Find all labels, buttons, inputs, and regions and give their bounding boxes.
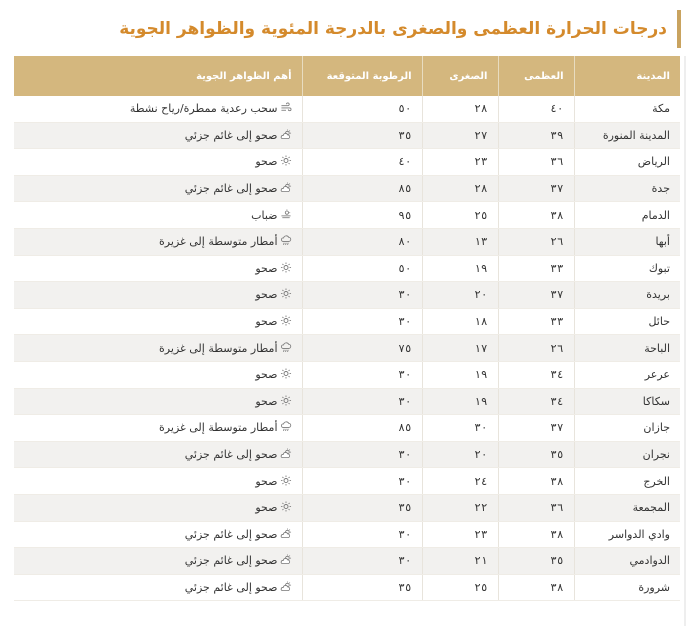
phenomena-text: صحو إلى غائم جزئي xyxy=(184,128,278,142)
page-title-bar xyxy=(119,10,681,48)
cell-min: ١٩ xyxy=(422,361,498,388)
phenomena-text: صحو إلى غائم جزئي xyxy=(184,448,278,462)
cell-humidity: ٣٠ xyxy=(302,548,422,575)
cell-max: ٢٦ xyxy=(498,335,574,362)
cell-city: المدينة المنورة xyxy=(574,122,680,149)
cell-humidity: ٣٠ xyxy=(302,361,422,388)
cell-humidity: ٧٥ xyxy=(302,335,422,362)
cell-phenomena xyxy=(14,96,302,122)
cell-max: ٣٣ xyxy=(498,255,574,282)
table-row xyxy=(14,548,680,575)
cell-max: ٢٦ xyxy=(498,228,574,255)
cell-humidity: ٣٠ xyxy=(302,468,422,495)
cell-city: نجران xyxy=(574,441,680,468)
table-row xyxy=(14,335,680,362)
cell-min: ٢٨ xyxy=(422,175,498,202)
cell-max: ٣٥ xyxy=(498,548,574,575)
cell-humidity: ٨٠ xyxy=(302,228,422,255)
partly-cloudy-icon xyxy=(280,581,292,592)
cell-min: ١٩ xyxy=(422,255,498,282)
phenomena-text: أمطار متوسطة إلى غزيرة xyxy=(159,421,278,435)
cell-phenomena xyxy=(14,335,302,362)
cell-humidity: ٥٠ xyxy=(302,255,422,282)
sun-icon xyxy=(280,155,292,166)
cell-humidity: ٨٥ xyxy=(302,415,422,442)
sun-icon xyxy=(280,288,292,299)
table-header-row xyxy=(14,56,680,96)
cell-min: ١٨ xyxy=(422,308,498,335)
cell-city: الدمام xyxy=(574,202,680,229)
phenomena-text: صحو xyxy=(255,261,278,275)
cell-humidity: ٨٥ xyxy=(302,175,422,202)
header-city: المدينة xyxy=(574,56,680,96)
rain-icon xyxy=(280,421,292,432)
header-humidity: الرطوبة المتوقعة xyxy=(302,56,422,96)
cell-max: ٣٨ xyxy=(498,521,574,548)
table-row xyxy=(14,468,680,495)
cell-phenomena xyxy=(14,149,302,176)
cell-min: ٢٥ xyxy=(422,202,498,229)
cell-max: ٣٦ xyxy=(498,494,574,521)
phenomena-text: صحو xyxy=(255,368,278,382)
table-row xyxy=(14,149,680,176)
cell-min: ٢٥ xyxy=(422,574,498,601)
cell-max: ٣٤ xyxy=(498,388,574,415)
cell-max: ٣٨ xyxy=(498,468,574,495)
cell-min: ٢٣ xyxy=(422,521,498,548)
sun-icon xyxy=(280,475,292,486)
scrollbar-track[interactable] xyxy=(684,56,686,626)
cell-phenomena xyxy=(14,255,302,282)
phenomena-text: صحو إلى غائم جزئي xyxy=(184,182,278,196)
cell-city: الباحة xyxy=(574,335,680,362)
partly-cloudy-icon xyxy=(280,448,292,459)
page-title: درجات الحرارة العظمى والصغرى بالدرجة المئوية والظواهر الجوية xyxy=(119,19,667,39)
cell-phenomena xyxy=(14,282,302,309)
cell-city: تبوك xyxy=(574,255,680,282)
cell-phenomena xyxy=(14,361,302,388)
cell-humidity: ٣٥ xyxy=(302,494,422,521)
phenomena-text: صحو xyxy=(255,155,278,169)
cell-max: ٣٧ xyxy=(498,415,574,442)
cell-min: ١٣ xyxy=(422,228,498,255)
rain-icon xyxy=(280,342,292,353)
cell-max: ٣٨ xyxy=(498,574,574,601)
phenomena-text: صحو إلى غائم جزئي xyxy=(184,527,278,541)
cell-max: ٣٨ xyxy=(498,202,574,229)
cell-min: ٢٤ xyxy=(422,468,498,495)
table-row xyxy=(14,494,680,521)
phenomena-text: أمطار متوسطة إلى غزيرة xyxy=(159,341,278,355)
header-max: العظمى xyxy=(498,56,574,96)
cell-phenomena xyxy=(14,521,302,548)
cell-min: ٢٢ xyxy=(422,494,498,521)
table-row xyxy=(14,574,680,601)
cell-max: ٣٣ xyxy=(498,308,574,335)
partly-cloudy-icon xyxy=(280,528,292,539)
table-row xyxy=(14,175,680,202)
wind-icon xyxy=(280,102,292,113)
cell-humidity: ٥٠ xyxy=(302,96,422,122)
phenomena-text: أمطار متوسطة إلى غزيرة xyxy=(159,235,278,249)
table-row xyxy=(14,202,680,229)
cell-city: الرياض xyxy=(574,149,680,176)
cell-city: وادي الدواسر xyxy=(574,521,680,548)
rain-icon xyxy=(280,235,292,246)
cell-humidity: ٤٠ xyxy=(302,149,422,176)
cell-humidity: ٣٠ xyxy=(302,388,422,415)
cell-city: المجمعة xyxy=(574,494,680,521)
phenomena-text: صحو إلى غائم جزئي xyxy=(184,580,278,594)
cell-city: جازان xyxy=(574,415,680,442)
cell-humidity: ٣٠ xyxy=(302,308,422,335)
fog-icon xyxy=(280,209,292,220)
cell-min: ٢٠ xyxy=(422,282,498,309)
table-row xyxy=(14,308,680,335)
phenomena-text: صحو xyxy=(255,474,278,488)
phenomena-text: صحو إلى غائم جزئي xyxy=(184,554,278,568)
cell-phenomena xyxy=(14,228,302,255)
phenomena-text: صحو xyxy=(255,394,278,408)
cell-max: ٤٠ xyxy=(498,96,574,122)
cell-phenomena xyxy=(14,441,302,468)
cell-humidity: ٣٠ xyxy=(302,441,422,468)
phenomena-text: صحو xyxy=(255,315,278,329)
table-row xyxy=(14,228,680,255)
cell-max: ٣٧ xyxy=(498,282,574,309)
cell-max: ٣٩ xyxy=(498,122,574,149)
weather-table xyxy=(14,56,680,601)
cell-humidity: ٣٥ xyxy=(302,122,422,149)
cell-phenomena xyxy=(14,175,302,202)
sun-icon xyxy=(280,262,292,273)
phenomena-text: ضباب xyxy=(251,208,278,222)
cell-city: بريدة xyxy=(574,282,680,309)
cell-phenomena xyxy=(14,548,302,575)
cell-city: مكة xyxy=(574,96,680,122)
phenomena-text: صحو xyxy=(255,288,278,302)
sun-icon xyxy=(280,368,292,379)
cell-city: سكاكا xyxy=(574,388,680,415)
cell-city: الدوادمي xyxy=(574,548,680,575)
table-row xyxy=(14,441,680,468)
cell-humidity: ٩٥ xyxy=(302,202,422,229)
cell-min: ١٧ xyxy=(422,335,498,362)
cell-max: ٣٤ xyxy=(498,361,574,388)
table-row xyxy=(14,96,680,122)
cell-city: أبها xyxy=(574,228,680,255)
cell-humidity: ٣٥ xyxy=(302,574,422,601)
cell-min: ٢٧ xyxy=(422,122,498,149)
sun-icon xyxy=(280,501,292,512)
cell-phenomena xyxy=(14,388,302,415)
cell-max: ٣٧ xyxy=(498,175,574,202)
phenomena-text: صحو xyxy=(255,501,278,515)
cell-city: شرورة xyxy=(574,574,680,601)
cell-min: ١٩ xyxy=(422,388,498,415)
table-row xyxy=(14,122,680,149)
sun-icon xyxy=(280,315,292,326)
cell-phenomena xyxy=(14,415,302,442)
cell-phenomena xyxy=(14,494,302,521)
partly-cloudy-icon xyxy=(280,554,292,565)
header-phenomena: أهم الظواهر الجوية xyxy=(14,56,302,96)
cell-phenomena xyxy=(14,202,302,229)
phenomena-text: سحب رعدية ممطرة/رياح نشطة xyxy=(129,102,278,116)
table-row xyxy=(14,255,680,282)
table-row xyxy=(14,361,680,388)
cell-city: جدة xyxy=(574,175,680,202)
cell-city: عرعر xyxy=(574,361,680,388)
cell-phenomena xyxy=(14,122,302,149)
cell-humidity: ٣٠ xyxy=(302,282,422,309)
cell-phenomena xyxy=(14,574,302,601)
partly-cloudy-icon xyxy=(280,182,292,193)
cell-max: ٣٦ xyxy=(498,149,574,176)
cell-city: حائل xyxy=(574,308,680,335)
table-row xyxy=(14,282,680,309)
cell-min: ٣٠ xyxy=(422,415,498,442)
cell-phenomena xyxy=(14,468,302,495)
cell-min: ٢٨ xyxy=(422,96,498,122)
cell-city: الخرج xyxy=(574,468,680,495)
table-row xyxy=(14,521,680,548)
cell-min: ٢١ xyxy=(422,548,498,575)
cell-max: ٣٥ xyxy=(498,441,574,468)
header-min: الصغرى xyxy=(422,56,498,96)
table-body xyxy=(14,96,680,601)
partly-cloudy-icon xyxy=(280,129,292,140)
table-row xyxy=(14,388,680,415)
cell-phenomena xyxy=(14,308,302,335)
cell-humidity: ٣٠ xyxy=(302,521,422,548)
cell-min: ٢٣ xyxy=(422,149,498,176)
cell-min: ٢٠ xyxy=(422,441,498,468)
sun-icon xyxy=(280,395,292,406)
table-row xyxy=(14,415,680,442)
